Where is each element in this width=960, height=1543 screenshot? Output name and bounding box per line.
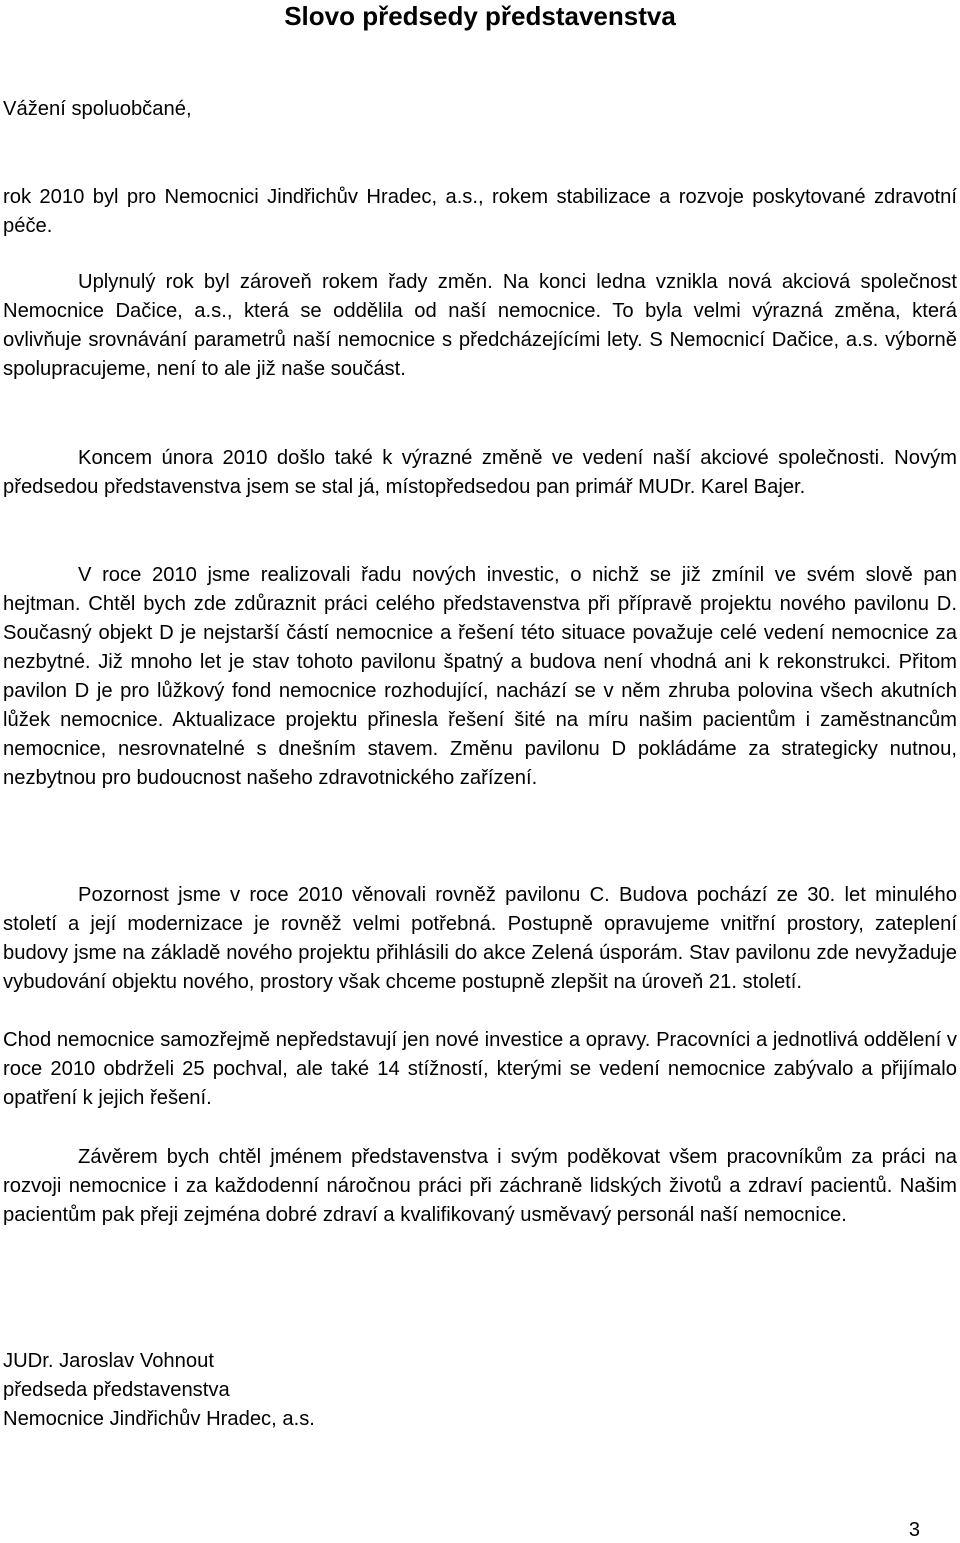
page-number: 3 [908, 1519, 920, 1541]
paragraph-3: Koncem února 2010 došlo také k výrazné změně ve vedení naší akciové společnosti. Novým předsedou představenstva jsem se stal já, místopředsedou pan primář MUDr. Karel Bajer. [3, 447, 957, 498]
paragraph-4: V roce 2010 jsme realizovali řadu nových investic, o nichž se již zmínil ve svém slově pan hejtman. Chtěl bych zde zdůraznit práci celého představenstva při přípravě projektu nového pavilonu D. Současný objekt D je nejstarší částí nemocnice a řešení této situace považuje celé vedení nemocnice za nezbytné. Již mnoho let je stav tohoto pavilonu špatný a budova není vhodná ani k rekonstrukci. Přitom pavilon D je pro lůžkový fond nemocnice rozhodující, nachází se v něm zhruba polovina všech akutních lůžek nemocnice. Aktualizace projektu přinesla řešení šité na míru našim pacientům i zaměstnancům nemocnice, nesrovnatelné s dnešním stavem. Změnu pavilonu D pokládáme za strategicky nutnou, nezbytnou pro budoucnost našeho zdravotnického zařízení. [3, 564, 957, 789]
salutation: Vážení spoluobčané, [3, 98, 192, 120]
page-title: Slovo předsedy představenstva [284, 1, 676, 31]
paragraph-2: Uplynulý rok byl zároveň rokem řady změn. Na konci ledna vznikla nová akciová společnost Nemocnice Dačice, a.s., která se oddělila od naší nemocnice. To byla velmi výrazná změna, která ovlivňuje srovnávání parametrů naší nemocnice s předcházejícími lety. S Nemocnicí Dačice, a.s. výborně spolupracujeme, není to ale již naše součást. [3, 271, 957, 380]
signature-role: předseda představenstva [3, 1379, 230, 1401]
paragraph-7: Závěrem bych chtěl jménem představenstva i svým poděkovat všem pracovníkům za práci na rozvoji nemocnice i za každodenní náročnou práci při záchraně lidských životů a zdraví pacientů. Našim pacientům pak přeji zejména dobré zdraví a kvalifikovaný usměvavý personál naší nemocnice. [3, 1146, 957, 1226]
paragraph-1: rok 2010 byl pro Nemocnici Jindřichův Hradec, a.s., rokem stabilizace a rozvoje poskytované zdravotní péče. [3, 186, 957, 237]
paragraph-6: Chod nemocnice samozřejmě nepředstavují jen nové investice a opravy. Pracovníci a jednotlivá oddělení v roce 2010 obdrželi 25 pochval, ale také 14 stížností, kterými se vedení nemocnice zabývalo a přijímalo opatření k jejich řešení. [3, 1029, 957, 1109]
paragraph-5: Pozornost jsme v roce 2010 věnovali rovněž pavilonu C. Budova pochází ze 30. let minulého století a její modernizace je rovněž velmi potřebná. Postupně opravujeme vnitřní prostory, zateplení budovy jsme na základě nového projektu přihlásili do akce Zelená úsporám. Stav pavilonu zde nevyžaduje vybudování objektu nového, prostory však chceme postupně zlepšit na úroveň 21. století. [3, 884, 957, 993]
signature-organization: Nemocnice Jindřichův Hradec, a.s. [3, 1408, 315, 1430]
signature-block [3, 1347, 903, 1434]
signature-name: JUDr. Jaroslav Vohnout [3, 1350, 214, 1372]
